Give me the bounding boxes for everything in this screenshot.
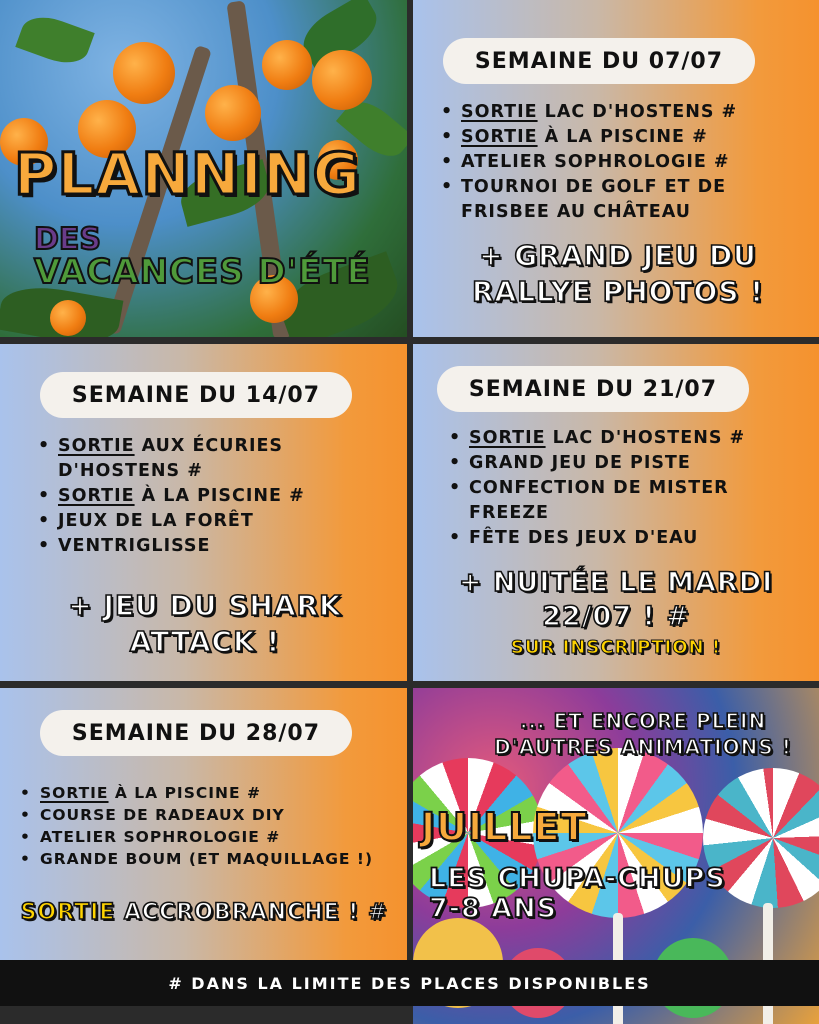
bonus-activity: + GRAND JEU DU RALLYE PHOTOS ! (471, 239, 765, 308)
list-item: • ATELIER SOPHROLOGIE # (18, 826, 403, 848)
activity-list (447, 426, 807, 551)
activity-list (36, 434, 366, 559)
list-item: • SORTIE LAC D'HOSTENS # (439, 100, 799, 125)
week-heading: SEMAINE DU 28/07 (40, 710, 352, 756)
list-item: • VENTRIGLISSE (36, 534, 366, 559)
week-heading: SEMAINE DU 07/07 (443, 38, 755, 84)
registration-note: SUR INSCRIPTION ! (510, 637, 722, 658)
list-item: • CONFECTION DE MISTER FREEZE (447, 476, 807, 526)
list-item: • SORTIE À LA PISCINE # (439, 125, 799, 150)
list-item: • ATELIER SOPHROLOGIE # (439, 150, 799, 175)
week-heading: SEMAINE DU 21/07 (437, 366, 749, 412)
week-panel-2107 (413, 344, 819, 681)
subtitle-des: DES (34, 222, 102, 257)
more-activities-text: ... ET ENCORE PLEIN D'AUTRES ANIMATIONS ! (494, 709, 792, 759)
bonus-activity: SORTIE ACCROBRANCHE ! # (20, 900, 388, 925)
week-panel-1407 (0, 344, 407, 681)
list-item: • SORTIE LAC D'HOSTENS # (447, 426, 807, 451)
month-label: JUILLET (421, 805, 588, 849)
orange-fruit-image (50, 300, 86, 336)
list-item: • GRANDE BOUM (ET MAQUILLAGE !) (18, 848, 403, 870)
week-heading: SEMAINE DU 14/07 (40, 372, 352, 418)
orange-fruit-image (262, 40, 312, 90)
subtitle-vacances: VACANCES D'ÉTÉ (34, 252, 371, 292)
group-name: LES CHUPA-CHUPS (429, 863, 726, 894)
orange-fruit-image (113, 42, 175, 104)
main-title: PLANNING (14, 140, 362, 208)
bonus-activity: + JEU DU SHARK ATTACK ! (68, 589, 342, 658)
orange-fruit-image (312, 50, 372, 110)
list-item: • COURSE DE RADEAUX DIY (18, 804, 403, 826)
list-item: • FÊTE DES JEUX D'EAU (447, 526, 807, 551)
activity-list (439, 100, 799, 225)
leaf-image (15, 9, 94, 71)
bonus-activity: + NUITÉE LE MARDI 22/07 ! # (458, 567, 774, 632)
age-range: 7-8 ANS (429, 893, 558, 924)
orange-tree-photo (0, 0, 407, 337)
list-item: • SORTIE AUX ÉCURIES D'HOSTENS # (36, 434, 366, 484)
activity-list (18, 782, 403, 870)
list-item: • TOURNOI DE GOLF ET DE FRISBEE AU CHÂTEAU (439, 175, 799, 225)
week-panel-2807 (0, 688, 407, 960)
list-item: • JEUX DE LA FORÊT (36, 509, 366, 534)
week-panel-0707 (413, 0, 819, 337)
list-item: • GRAND JEU DE PISTE (447, 451, 807, 476)
list-item: • SORTIE À LA PISCINE # (18, 782, 403, 804)
list-item: • SORTIE À LA PISCINE # (36, 484, 366, 509)
orange-fruit-image (205, 85, 261, 141)
availability-note: # DANS LA LIMITE DES PLACES DISPONIBLES (0, 960, 819, 1006)
